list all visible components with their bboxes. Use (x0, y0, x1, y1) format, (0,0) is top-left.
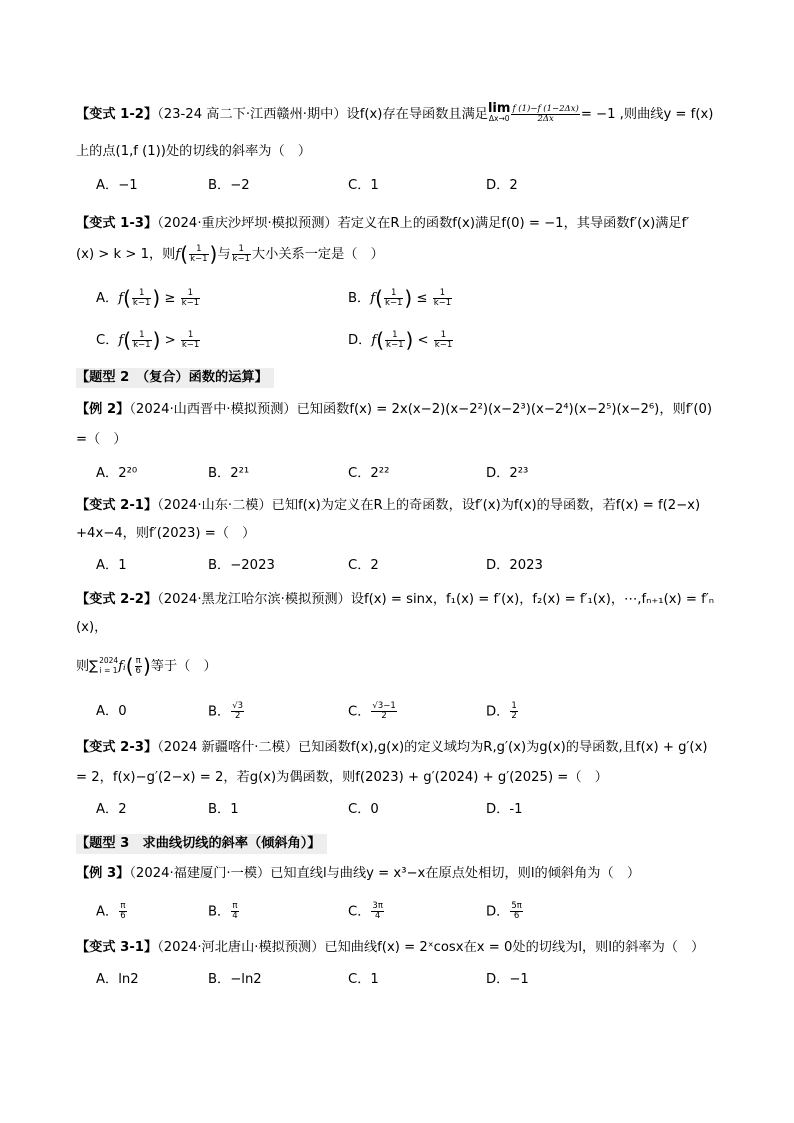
limit-subscript: Δx→0 (488, 114, 510, 123)
question-text: 已知f(x)为定义在R上的奇函数，设f′(x)为f(x)的导函数，若f(x) = f(2−x) (271, 498, 701, 513)
question-source: （2024·重庆沙坪坝·模拟预测） (157, 216, 338, 231)
option-d: D． $\frac{1}{2}$ (486, 701, 517, 721)
question-source: （2024 新疆喀什·二模） (157, 740, 299, 755)
question-text: 设f(x)存在导函数且满足 (346, 107, 488, 122)
question-2-1-line2: +4x−4，则f′(2023) =（ ） (76, 526, 256, 541)
option-c: C．2 (348, 558, 379, 573)
question-text: 已知函数f(x),g(x)的定义域均为R,g′(x)为g(x)的导函数,且f(x) + g′(x) (298, 740, 708, 755)
question-text: 已知直线l与曲线y = x³−x在原点处相切，则l的倾斜角为（ ） (270, 866, 641, 881)
option-a: A．ln2 (96, 972, 139, 987)
question-2-2-line2: (x)， (76, 620, 108, 635)
example-3-line1 (76, 864, 744, 884)
option-c: C．1 (348, 178, 379, 193)
question-text: = −1 ,则曲线y = f(x) (580, 107, 714, 122)
option-a: A．2²⁰ (96, 466, 138, 481)
question-3-1-line1 (76, 938, 744, 958)
option-b: B．−2023 (208, 558, 275, 573)
question-source: （2024·福建厦门·一模） (129, 866, 271, 881)
question-text: (x) > k > 1，则 (76, 247, 176, 262)
question-label: 【变式 2-1】 (76, 498, 158, 513)
question-label: 【变式 2-2】 (76, 592, 158, 607)
question-2-1-line1 (76, 496, 744, 516)
option-c: C．0 (348, 802, 379, 817)
question-text: 设f(x) = sinx，f₁(x) = f′(x)，f₂(x) = f′₁(x)，⋯,fₙ₊₁(x) = f′ₙ (350, 592, 715, 607)
option-a: A．f( $\frac{1}{k-1}$ ) ≥ $\frac{1}{k-1}$ (96, 286, 200, 310)
question-label: 【变式 1-3】 (76, 216, 158, 231)
question-label: 【变式 3-1】 (76, 940, 158, 955)
question-1-3-line2: (x) > k > 1，则f( $\frac{1}{k-1}$ )与 $\frac{1}{k-1}$ 大小关系一定是（ ） (76, 242, 384, 266)
question-label: 【例 3】 (76, 866, 130, 881)
option-c: C． $\frac{3\pi}{4}$ (348, 901, 383, 921)
question-source: （23-24 高二下·江西赣州·期中） (157, 107, 347, 122)
question-source: （2024·河北唐山·模拟预测） (157, 940, 325, 955)
option-a: A．−1 (96, 178, 138, 193)
option-c: C．f( $\frac{1}{k-1}$ ) > $\frac{1}{k-1}$ (96, 328, 200, 352)
option-b: B．1 (208, 802, 239, 817)
option-a: A． $\frac{\pi}{6}$ (96, 901, 126, 921)
option-d: D．2 (486, 178, 518, 193)
option-b: B． $\frac{\pi}{4}$ (208, 901, 238, 921)
question-label: 【变式 1-2】 (76, 107, 158, 122)
question-source: （2024·山西晋中·模拟预测） (129, 402, 297, 417)
question-text: 已知曲线f(x) = 2ˣcosx在x = 0处的切线为l，则l的斜率为（ ） (324, 940, 705, 955)
option-a: A．1 (96, 558, 127, 573)
question-label: 【例 2】 (76, 402, 130, 417)
option-a: A．2 (96, 802, 127, 817)
example-2-line1 (76, 400, 744, 420)
option-d: D．-1 (486, 802, 523, 817)
question-1-2-line2: 上的点(1,f (1))处的切线的斜率为（ ） (76, 144, 312, 159)
option-b: B．−ln2 (208, 972, 262, 987)
question-1-3-line1 (76, 214, 744, 234)
fraction-numerator: f (1)−f (1−2Δx) (512, 103, 579, 114)
option-c: C．2²² (348, 466, 390, 481)
option-c: C．1 (348, 972, 379, 987)
option-b: B． $\frac{√3}{2}$ (208, 701, 244, 721)
option-b: B．2²¹ (208, 466, 250, 481)
limit-expression: lim Δx→0 (487, 101, 511, 123)
fraction-denominator: 2Δx (537, 113, 554, 124)
fraction: $\frac{1}{k-1}$ (190, 243, 208, 264)
option-d: D．f( $\frac{1}{k-1}$ ) < $\frac{1}{k-1}$ (348, 328, 453, 352)
option-d: D．2²³ (486, 466, 529, 481)
option-a: A．0 (96, 704, 127, 719)
limit-fraction (511, 105, 579, 124)
question-label: 【变式 2-3】 (76, 740, 158, 755)
section-heading-2: 【题型 2 （复合）函数的运算】 (76, 368, 274, 388)
question-1-2-line1 (76, 101, 744, 125)
option-b: B．f( $\frac{1}{k-1}$ ) ≤ $\frac{1}{k-1}$ (348, 286, 452, 310)
question-2-2-line1 (76, 590, 744, 610)
question-source: （2024·黑龙江哈尔滨·模拟预测） (157, 592, 351, 607)
question-text: 若定义在R上的函数f(x)满足f(0) = −1，其导函数f′(x)满足f′ (337, 216, 690, 231)
option-b: B．−2 (208, 178, 250, 193)
question-text: 已知函数f(x) = 2x(x−2)(x−2²)(x−2³)(x−2⁴)(x−2⁵)(x−2⁶)，则f′(0) (296, 402, 713, 417)
fraction: $\frac{1}{k-1}$ (232, 243, 250, 264)
option-d: D．−1 (486, 972, 529, 987)
option-d: D． $\frac{5\pi}{6}$ (486, 901, 522, 921)
question-2-3-line2: = 2，f(x)−g′(2−x) = 2，若g(x)为偶函数，则f(2023) + g′(2024) + g′(2025) =（ ） (76, 770, 608, 785)
question-2-3-line1 (76, 738, 744, 758)
example-2-line2: =（ ） (76, 432, 127, 447)
option-c: C． $\frac{√3-1}{2}$ (348, 701, 396, 721)
section-heading-3: 【题型 3 求曲线切线的斜率（倾斜角）】 (76, 834, 327, 854)
question-source: （2024·山东·二模） (157, 498, 272, 513)
question-2-2-line3: 则∑ 2024 i = 1 fᵢ( $\frac{\pi}{6}$ )等于（ ） (76, 654, 217, 678)
option-d: D．2023 (486, 558, 543, 573)
